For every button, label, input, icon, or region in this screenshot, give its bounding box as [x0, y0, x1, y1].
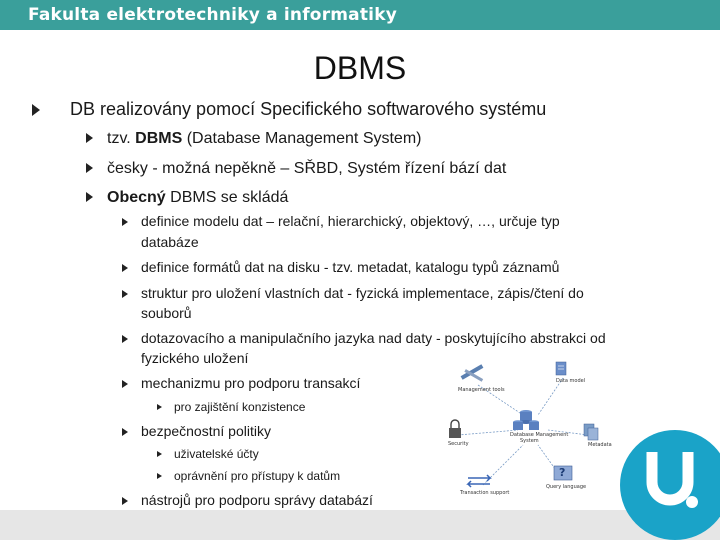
- diagram-label: Transaction support: [460, 490, 510, 496]
- diagram-label: Database Management: [510, 432, 569, 438]
- bullet-text: pro zajištění konzistence: [174, 400, 306, 414]
- bullet-text: uživatelské účty: [174, 447, 259, 461]
- diagram-label: Query language: [546, 484, 587, 490]
- diagram-label: Data model: [556, 378, 586, 384]
- bullet-text: definice modelu dat – relační, hierarchický, objektový, …, určuje typ: [141, 213, 560, 229]
- bullet-text: definice formátů dat na disku - tzv. metadat, katalogu typů záznamů: [141, 259, 560, 275]
- bullet-text: Obecný DBMS se skládá: [107, 189, 289, 206]
- bullet-text: česky - možná nepěkně – SŘBD, Systém řízení bází dat: [107, 160, 507, 177]
- faculty-title: Fakulta elektrotechniky a informatiky: [28, 5, 397, 25]
- document-icon: [556, 362, 566, 375]
- lock-icon: [449, 420, 461, 438]
- footer-bar: [0, 510, 720, 540]
- bullet-text: nástrojů pro podporu správy databází: [141, 492, 373, 508]
- chevron-bullet-icon: [86, 133, 93, 143]
- tools-icon: [461, 364, 484, 381]
- chevron-bullet-icon: [157, 404, 162, 410]
- bullet-text-continued: souborů: [141, 305, 192, 321]
- slide-title: DBMS: [313, 50, 407, 86]
- chevron-bullet-icon: [122, 380, 128, 388]
- bullet-text-continued: fyzického uložení: [141, 350, 249, 366]
- chevron-bullet-icon: [157, 473, 162, 479]
- chevron-bullet-icon: [122, 264, 128, 272]
- database-icon: [513, 410, 539, 430]
- bullet-text: bezpečnostní politiky: [141, 423, 271, 439]
- bullet-text: tzv. DBMS (Database Management System): [107, 130, 422, 147]
- chevron-bullet-icon: [86, 192, 93, 202]
- bullet-text: DB realizovány pomocí Specifického softwarového systému: [70, 99, 547, 119]
- diagram-label: Metadata: [588, 442, 612, 448]
- chevron-bullet-icon: [122, 497, 128, 505]
- logo-graphic: [620, 430, 720, 540]
- chevron-bullet-icon: [122, 290, 128, 298]
- bullet-text: oprávnění pro přístupy k datům: [174, 469, 341, 483]
- help-glyph: ?: [559, 466, 566, 479]
- diagram-label: Management tools: [458, 387, 505, 393]
- chevron-bullet-icon: [122, 218, 128, 226]
- chevron-bullet-icon: [122, 335, 128, 343]
- chevron-bullet-icon: [122, 428, 128, 436]
- header-bar: [0, 0, 720, 30]
- dbms-diagram: [438, 360, 628, 510]
- chevron-bullet-icon: [32, 104, 40, 116]
- diagram-label: Security: [448, 441, 469, 447]
- bullet-text-continued: databáze: [141, 234, 199, 250]
- bullet-text: dotazovacího a manipulačního jazyka nad daty - poskytujícího abstrakci od: [141, 330, 606, 346]
- chevron-bullet-icon: [86, 163, 93, 173]
- university-logo: [620, 430, 720, 540]
- metadata-icon: [584, 424, 598, 440]
- chevron-bullet-icon: [157, 451, 162, 457]
- bullet-text: struktur pro uložení vlastních dat - fyzická implementace, zápis/čtení do: [141, 285, 584, 301]
- diagram-label: System: [520, 438, 539, 444]
- bullet-text: mechanizmu pro podporu transakcí: [141, 375, 361, 391]
